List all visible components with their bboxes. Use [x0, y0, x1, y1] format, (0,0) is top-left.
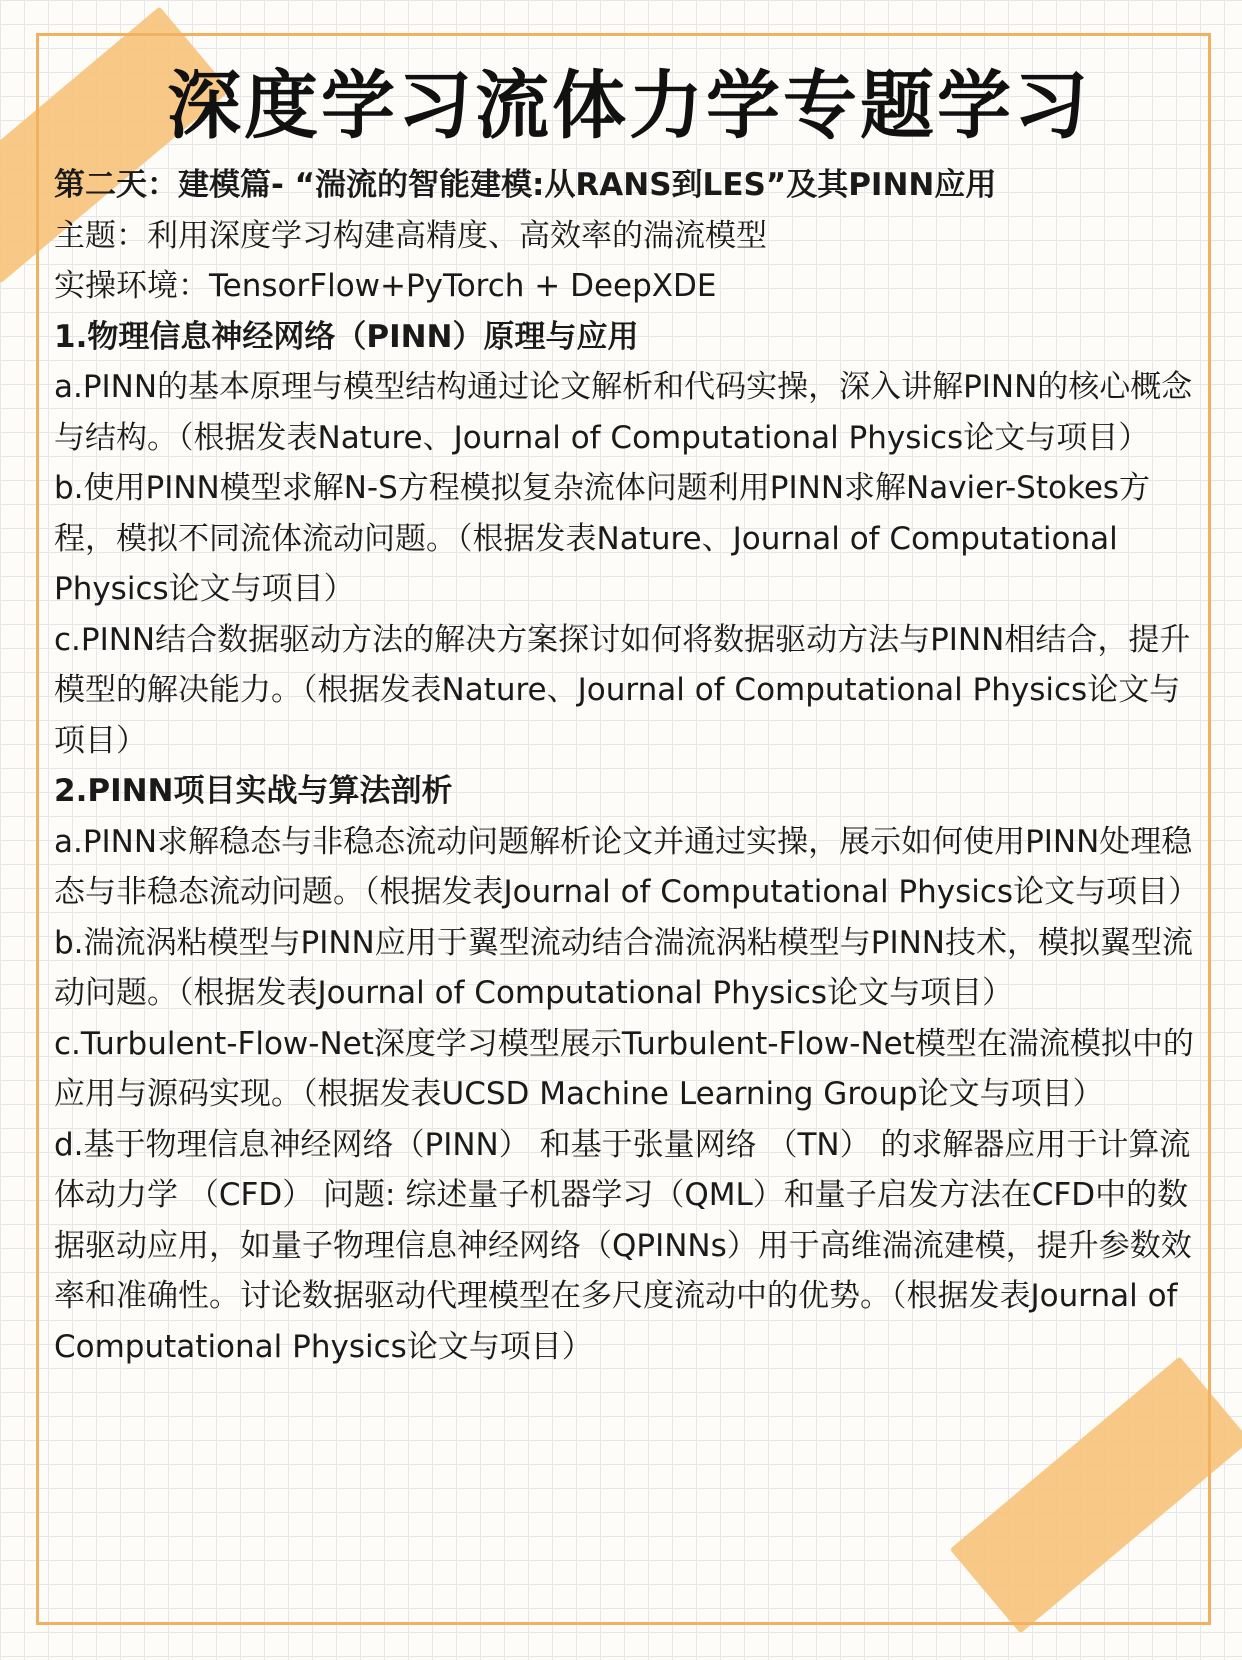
document-body: [54, 48, 1204, 1372]
environment-line: 实操环境：TensorFlow+PyTorch + DeepXDE: [54, 268, 717, 304]
section-heading-1: 1.物理信息神经网络（PINN）原理与应用: [54, 318, 639, 355]
section-2-item-d: d.基于物理信息神经网络（PINN） 和基于张量网络 （TN） 的求解器应用于计算流体动力学 （CFD） 问题: 综述量子机器学习（QML）和量子启发方法在CFD中的数据驱动应用，如量子物理信息神经网络（QPINNs）用于高维湍流建模，提升参数效率和准确性。讨论数据驱动代理模型在多尺度流动中的优势。（根据发表Journal of Computational Physics论文与项目）: [54, 1126, 1192, 1365]
topic-line: 主题：利用深度学习构建高精度、高效率的湍流模型: [54, 217, 767, 254]
section-2-item-a: a.PINN求解稳态与非稳态流动问题解析论文并通过实操，展示如何使用PINN处理稳态与非稳态流动问题。（根据发表Journal of Computational Physics论文与项目）: [54, 823, 1200, 910]
section-1-item-a: a.PINN的基本原理与模型结构通过论文解析和代码实操，深入讲解PINN的核心概念与结构。（根据发表Nature、Journal of Computational Physics论文与项目）: [54, 369, 1193, 456]
section-2-item-b: b.湍流涡粘模型与PINN应用于翼型流动结合湍流涡粘模型与PINN技术，模拟翼型流动问题。（根据发表Journal of Computational Physics论文与项目）: [54, 924, 1193, 1011]
page-title: 深度学习流体力学专题学习: [167, 63, 1091, 149]
section-1-item-c: c.PINN结合数据驱动方法的解决方案探讨如何将数据驱动方法与PINN相结合，提升模型的解决能力。（根据发表Nature、Journal of Computational Physics论文与项目）: [54, 621, 1191, 759]
section-2-item-c: c.Turbulent-Flow-Net深度学习模型展示Turbulent-Flow-Net模型在湍流模拟中的应用与源码实现。（根据发表UCSD Machine Learning Group论文与项目）: [54, 1025, 1194, 1112]
day-heading: 第二天：建模篇- “湍流的智能建模:从RANS到LES”及其PINN应用: [54, 167, 997, 203]
section-heading-2: 2.PINN项目实战与算法剖析: [54, 773, 453, 809]
section-1-item-b: b.使用PINN模型求解N-S方程模拟复杂流体问题利用PINN求解Navier-Stokes方程，模拟不同流体流动问题。（根据发表Nature、Journal of Computational Physics论文与项目）: [54, 470, 1151, 607]
